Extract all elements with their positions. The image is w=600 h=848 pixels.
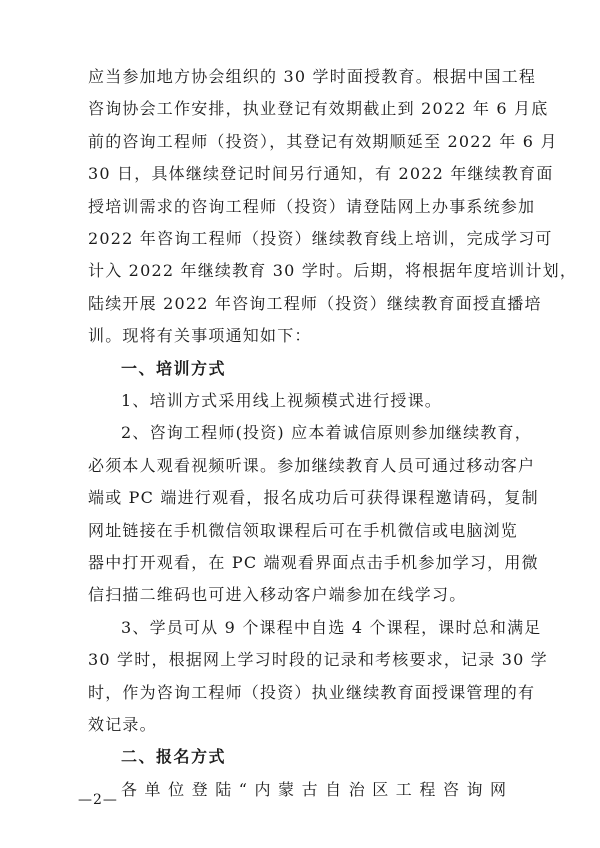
paragraph-line: 应当参加地方协会组织的 30 学时面授教育。根据中国工程 (88, 67, 537, 86)
paragraph-line: 咨询协会工作安排，执业登记有效期截止到 2022 年 6 月底 (88, 99, 549, 118)
registration-line: 各单位登陆“内蒙古自治区工程咨询网 (121, 780, 512, 799)
paragraph-line: 前的咨询工程师（投资），其登记有效期顺延至 2022 年 6 月 (88, 132, 558, 151)
list-item-line: 时，作为咨询工程师（投资）执业继续教育面授课管理的有 (88, 683, 536, 702)
section-heading-registration: 二、报名方式 (121, 747, 227, 766)
list-item-line: 效记录。 (88, 715, 157, 734)
section-heading-training-method: 一、培训方式 (121, 359, 227, 378)
paragraph-line: 训。现将有关事项通知如下： (88, 326, 312, 345)
list-item-line: 3、学员可从 9 个课程中自选 4 个课程，课时总和满足 (121, 618, 542, 637)
list-item-line: 端或 PC 端进行观看，报名成功后可获得课程邀请码，复制 (88, 488, 539, 507)
list-item-line: 网址链接在手机微信领取课程后可在手机微信或电脑浏览 (88, 521, 519, 540)
paragraph-line: 2022 年咨询工程师（投资）继续教育线上培训，完成学习可 (88, 229, 553, 248)
paragraph-line: 陆续开展 2022 年咨询工程师（投资）继续教育面授直播培 (88, 294, 542, 313)
list-item-line: 1、培训方式采用线上视频模式进行授课。 (121, 391, 442, 410)
list-item-line: 信扫描二维码也可进入移动客户端参加在线学习。 (88, 585, 467, 604)
paragraph-line: 30 日，具体继续登记时间另行通知，有 2022 年继续教育面 (88, 164, 554, 183)
page-number: —2— (78, 792, 118, 808)
list-item-line: 必须本人观看视频听课。参加继续教育人员可通过移动客户 (88, 456, 536, 475)
paragraph-line: 授培训需求的咨询工程师（投资）请登陆网上办事系统参加 (88, 197, 536, 216)
list-item-line: 器中打开观看，在 PC 端观看界面点击手机参加学习，用微 (88, 553, 539, 572)
list-item-line: 30 学时，根据网上学习时段的记录和考核要求，记录 30 学 (88, 650, 548, 669)
list-item-line: 2、咨询工程师(投资) 应本着诚信原则参加继续教育， (121, 423, 532, 442)
paragraph-line: 计入 2022 年继续教育 30 学时。后期，将根据年度培训计划， (88, 261, 578, 280)
